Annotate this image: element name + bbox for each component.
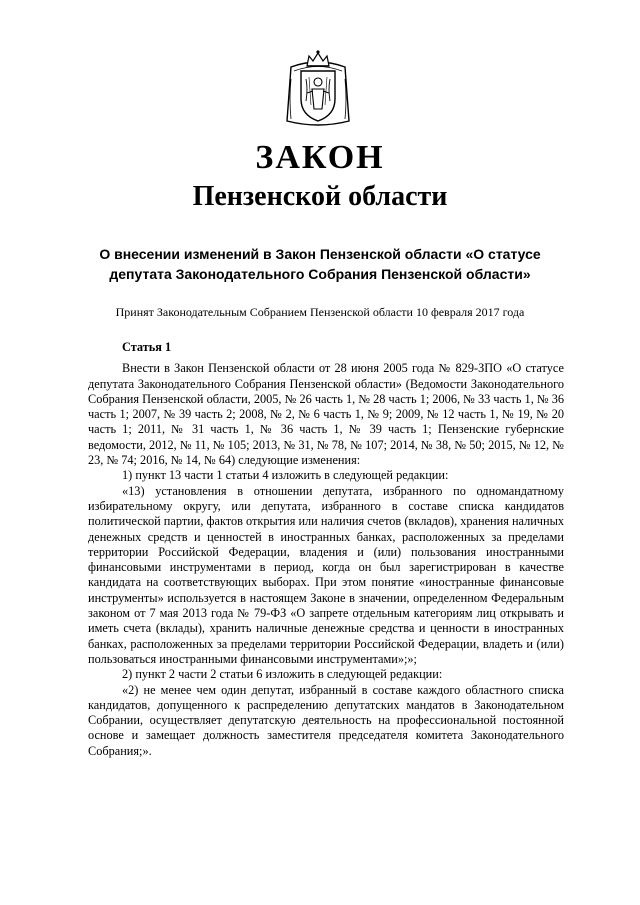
adoption-line: Принят Законодательным Собранием Пензенской области 10 февраля 2017 года <box>115 305 525 319</box>
law-title: ЗАКОН <box>255 139 385 176</box>
amendment-text-2: «2) не менее чем один депутат, избранный в составе каждого областного списка кандидатов, допущенного к распределению депутатских мандатов в Законодательном Собрании, осуществляет депутатскую деятельность на профессиональной постоянной основе и замещает должность заместителя председателя комитета Законодательного Собрания;». <box>88 682 564 758</box>
article-body <box>88 340 564 759</box>
amendment-item-1: 1) пункт 13 части 1 статьи 4 изложить в следующей редакции: <box>122 468 449 483</box>
law-subject: О внесении изменений в Закон Пензенской области «О статусе депутата Законодательного Собрания Пензенской области» <box>99 246 541 282</box>
amendment-text-1: «13) установления в отношении депутата, избранного по одномандатному избирательному округу, или депутата, избранного в составе списка кандидатов политической партии, фактов открытия или наличия счетов (вкладов), хранения наличных денежных средств и ценностей в иностранных банках, расположенных за пределами территории Российской Федерации, владения и (или) пользования иностранными финансовыми инструментами в период, когда он был зарегистрирован в качестве кандидата на соответствующих выборах. При этом понятие «иностранные финансовые инструменты» используется в настоящем Законе в значении, определенном Федеральным законом от 7 мая 2013 года № 79-ФЗ «О запрете отдельным категориям лиц открывать и иметь счета (вклады), хранить наличные денежные средства и ценности в иностранных банках, расположенных за пределами территории Российской Федерации, владеть и (или) пользоваться иностранными финансовыми инструментами»;»; <box>88 483 564 666</box>
region-title: Пензенской области <box>192 181 448 212</box>
article-heading: Статья 1 <box>122 340 172 354</box>
article-intro: Внести в Закон Пензенской области от 28 июня 2005 года № 829-ЗПО «О статусе депутата Законодательного Собрания Пензенской области» (Ведомости Законодательного Собрания Пензенской области, 2005, № 26 часть 1, № 28 часть 1; 2006, № 33 часть 1, № 36 часть 1; 2007, № 39 часть 2; 2008, № 2, № 6 часть 1, № 9; 2009, № 12 часть 1, № 19, № 20 часть 1; 2011, № 31 часть 1, № 36 часть 1, № 39 часть 1; Пензенские губернские ведомости, 2012, № 11, № 105; 2013, № 31, № 78, № 107; 2014, № 38, № 50; 2015, № 12, № 23, № 74; 2016, № 14, № 64) следующие изменения: <box>88 361 564 468</box>
coat-of-arms-icon <box>285 49 351 129</box>
amendment-item-2: 2) пункт 2 части 2 статьи 6 изложить в следующей редакции: <box>122 667 443 682</box>
